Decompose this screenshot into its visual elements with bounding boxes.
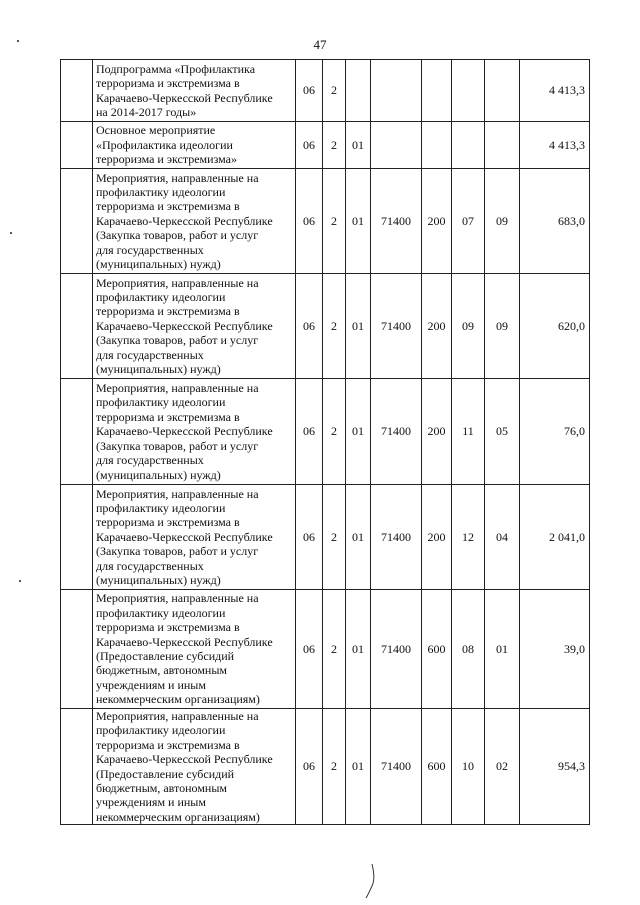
row-name-line: (Закупка товаров, работ и услуг bbox=[96, 228, 259, 243]
code-cell-vr: 200 bbox=[422, 485, 452, 590]
row-name-line: для государственных bbox=[96, 453, 204, 468]
code-cell-dir: 71400 bbox=[371, 709, 422, 825]
code-cell-pp: 2 bbox=[323, 590, 346, 709]
row-name-line: Подпрограмма «Профилактика bbox=[96, 61, 256, 76]
row-margin-cell bbox=[61, 590, 93, 709]
row-margin-cell bbox=[61, 60, 93, 122]
row-name-line: (муниципальных) нужд) bbox=[96, 467, 221, 482]
table-row bbox=[61, 485, 590, 590]
row-name-line: (Предоставление субсидий bbox=[96, 766, 235, 781]
row-name-line: Мероприятия, направленные на bbox=[96, 591, 259, 606]
scan-speck bbox=[17, 40, 19, 42]
amount-cell: 39,0 bbox=[520, 590, 590, 709]
code-cell-gp: 06 bbox=[296, 590, 323, 709]
row-margin-cell bbox=[61, 274, 93, 379]
row-name-line: (Закупка товаров, работ и услуг bbox=[96, 333, 259, 348]
code-cell-pp: 2 bbox=[323, 709, 346, 825]
code-cell-gp: 06 bbox=[296, 274, 323, 379]
row-name-line: Карачаево-Черкесской Республике bbox=[96, 90, 273, 105]
row-name-line: (Закупка товаров, работ и услуг bbox=[96, 544, 259, 559]
code-cell-rz: 10 bbox=[452, 709, 485, 825]
code-cell-rz bbox=[452, 60, 485, 122]
row-name-cell bbox=[93, 274, 296, 379]
code-cell-gp: 06 bbox=[296, 485, 323, 590]
code-cell-om bbox=[346, 60, 371, 122]
row-name-line: Карачаево-Черкесской Республике bbox=[96, 529, 273, 544]
row-name-line: Карачаево-Черкесской Республике bbox=[96, 424, 273, 439]
row-name-line: (муниципальных) нужд) bbox=[96, 257, 221, 272]
row-name-line: терроризма и экстремизма в bbox=[96, 515, 240, 530]
table-body bbox=[61, 60, 590, 825]
row-name-line: Мероприятия, направленные на bbox=[96, 275, 259, 290]
code-cell-pr: 09 bbox=[485, 169, 520, 274]
row-name-line: «Профилактика идеологии bbox=[96, 137, 233, 152]
row-name-cell bbox=[93, 590, 296, 709]
row-name-line: некоммерческим организациям) bbox=[96, 692, 260, 707]
amount-cell: 954,3 bbox=[520, 709, 590, 825]
table-row bbox=[61, 590, 590, 709]
row-name-line: Карачаево-Черкесской Республике bbox=[96, 213, 273, 228]
row-name-line: некоммерческим организациям) bbox=[96, 809, 260, 824]
code-cell-pp: 2 bbox=[323, 485, 346, 590]
row-name-line: Основное мероприятие bbox=[96, 123, 216, 138]
row-name-line: (муниципальных) нужд) bbox=[96, 573, 221, 588]
code-cell-vr: 200 bbox=[422, 169, 452, 274]
code-cell-vr: 200 bbox=[422, 274, 452, 379]
row-margin-cell bbox=[61, 122, 93, 169]
code-cell-rz: 11 bbox=[452, 379, 485, 485]
row-name-line: (Закупка товаров, работ и услуг bbox=[96, 438, 259, 453]
row-margin-cell bbox=[61, 485, 93, 590]
row-name-line: Карачаево-Черкесской Республике bbox=[96, 752, 273, 767]
code-cell-gp: 06 bbox=[296, 60, 323, 122]
row-name-line: для государственных bbox=[96, 242, 204, 257]
table-row bbox=[61, 169, 590, 274]
row-name-line: Карачаево-Черкесской Республике bbox=[96, 634, 273, 649]
scan-speck bbox=[10, 232, 12, 234]
row-name-line: профилактику идеологии bbox=[96, 723, 226, 738]
code-cell-rz bbox=[452, 122, 485, 169]
code-cell-dir bbox=[371, 60, 422, 122]
code-cell-dir: 71400 bbox=[371, 485, 422, 590]
code-cell-gp: 06 bbox=[296, 169, 323, 274]
code-cell-om: 01 bbox=[346, 122, 371, 169]
code-cell-vr bbox=[422, 60, 452, 122]
handwritten-mark bbox=[364, 862, 378, 900]
row-name-line: учреждениям и иным bbox=[96, 677, 206, 692]
row-name-line: профилактику идеологии bbox=[96, 500, 226, 515]
code-cell-pp: 2 bbox=[323, 60, 346, 122]
row-name-line: терроризма и экстремизма в bbox=[96, 620, 240, 635]
row-name-line: бюджетным, автономным bbox=[96, 663, 227, 678]
table-row bbox=[61, 709, 590, 825]
row-name-line: для государственных bbox=[96, 558, 204, 573]
table-row bbox=[61, 379, 590, 485]
code-cell-dir: 71400 bbox=[371, 379, 422, 485]
code-cell-pp: 2 bbox=[323, 169, 346, 274]
code-cell-om: 01 bbox=[346, 169, 371, 274]
row-name-line: терроризма и экстремизма в bbox=[96, 409, 240, 424]
code-cell-vr: 600 bbox=[422, 709, 452, 825]
code-cell-dir bbox=[371, 122, 422, 169]
row-name-cell bbox=[93, 60, 296, 122]
row-name-line: для государственных bbox=[96, 347, 204, 362]
code-cell-rz: 12 bbox=[452, 485, 485, 590]
row-margin-cell bbox=[61, 379, 93, 485]
scan-speck bbox=[19, 580, 21, 582]
row-name-cell bbox=[93, 485, 296, 590]
amount-cell: 4 413,3 bbox=[520, 122, 590, 169]
row-name-cell bbox=[93, 709, 296, 825]
table-row bbox=[61, 274, 590, 379]
code-cell-pr bbox=[485, 122, 520, 169]
amount-cell: 2 041,0 bbox=[520, 485, 590, 590]
row-name-line: Мероприятия, направленные на bbox=[96, 381, 259, 396]
amount-cell: 76,0 bbox=[520, 379, 590, 485]
code-cell-pr: 04 bbox=[485, 485, 520, 590]
row-name-line: терроризма и экстремизма в bbox=[96, 76, 240, 91]
amount-cell: 4 413,3 bbox=[520, 60, 590, 122]
row-name-cell bbox=[93, 379, 296, 485]
code-cell-pp: 2 bbox=[323, 122, 346, 169]
code-cell-pp: 2 bbox=[323, 274, 346, 379]
row-name-line: терроризма и экстремизма в bbox=[96, 304, 240, 319]
budget-table bbox=[60, 59, 590, 825]
row-name-line: Карачаево-Черкесской Республике bbox=[96, 318, 273, 333]
code-cell-om: 01 bbox=[346, 274, 371, 379]
row-name-cell bbox=[93, 169, 296, 274]
row-name-line: Мероприятия, направленные на bbox=[96, 709, 259, 723]
code-cell-gp: 06 bbox=[296, 379, 323, 485]
amount-cell: 683,0 bbox=[520, 169, 590, 274]
code-cell-om: 01 bbox=[346, 590, 371, 709]
row-name-line: Мероприятия, направленные на bbox=[96, 486, 259, 501]
code-cell-gp: 06 bbox=[296, 709, 323, 825]
row-name-line: Мероприятия, направленные на bbox=[96, 170, 259, 185]
row-name-line: терроризма и экстремизма» bbox=[96, 152, 237, 167]
table-row bbox=[61, 60, 590, 122]
code-cell-om: 01 bbox=[346, 485, 371, 590]
code-cell-pr: 01 bbox=[485, 590, 520, 709]
row-name-line: терроризма и экстремизма в bbox=[96, 737, 240, 752]
row-name-cell bbox=[93, 122, 296, 169]
code-cell-rz: 07 bbox=[452, 169, 485, 274]
code-cell-vr bbox=[422, 122, 452, 169]
code-cell-pr: 02 bbox=[485, 709, 520, 825]
code-cell-om: 01 bbox=[346, 379, 371, 485]
row-name-line: учреждениям и иным bbox=[96, 795, 206, 810]
amount-cell: 620,0 bbox=[520, 274, 590, 379]
code-cell-vr: 600 bbox=[422, 590, 452, 709]
code-cell-pr bbox=[485, 60, 520, 122]
row-name-line: на 2014-2017 годы» bbox=[96, 104, 197, 119]
code-cell-dir: 71400 bbox=[371, 274, 422, 379]
page-number: 47 bbox=[313, 37, 327, 52]
code-cell-dir: 71400 bbox=[371, 169, 422, 274]
row-name-line: (Предоставление субсидий bbox=[96, 649, 235, 663]
row-name-line: профилактику идеологии bbox=[96, 395, 226, 410]
row-margin-cell bbox=[61, 709, 93, 825]
row-name-line: профилактику идеологии bbox=[96, 289, 226, 304]
code-cell-pr: 05 bbox=[485, 379, 520, 485]
code-cell-gp: 06 bbox=[296, 122, 323, 169]
table-row bbox=[61, 122, 590, 169]
row-name-line: терроризма и экстремизма в bbox=[96, 199, 240, 214]
row-name-line: профилактику идеологии bbox=[96, 605, 226, 620]
row-margin-cell bbox=[61, 169, 93, 274]
code-cell-rz: 09 bbox=[452, 274, 485, 379]
code-cell-pp: 2 bbox=[323, 379, 346, 485]
row-name-line: (муниципальных) нужд) bbox=[96, 362, 221, 377]
code-cell-pr: 09 bbox=[485, 274, 520, 379]
code-cell-dir: 71400 bbox=[371, 590, 422, 709]
code-cell-om: 01 bbox=[346, 709, 371, 825]
code-cell-rz: 08 bbox=[452, 590, 485, 709]
code-cell-vr: 200 bbox=[422, 379, 452, 485]
row-name-line: профилактику идеологии bbox=[96, 184, 226, 199]
row-name-line: бюджетным, автономным bbox=[96, 781, 227, 796]
